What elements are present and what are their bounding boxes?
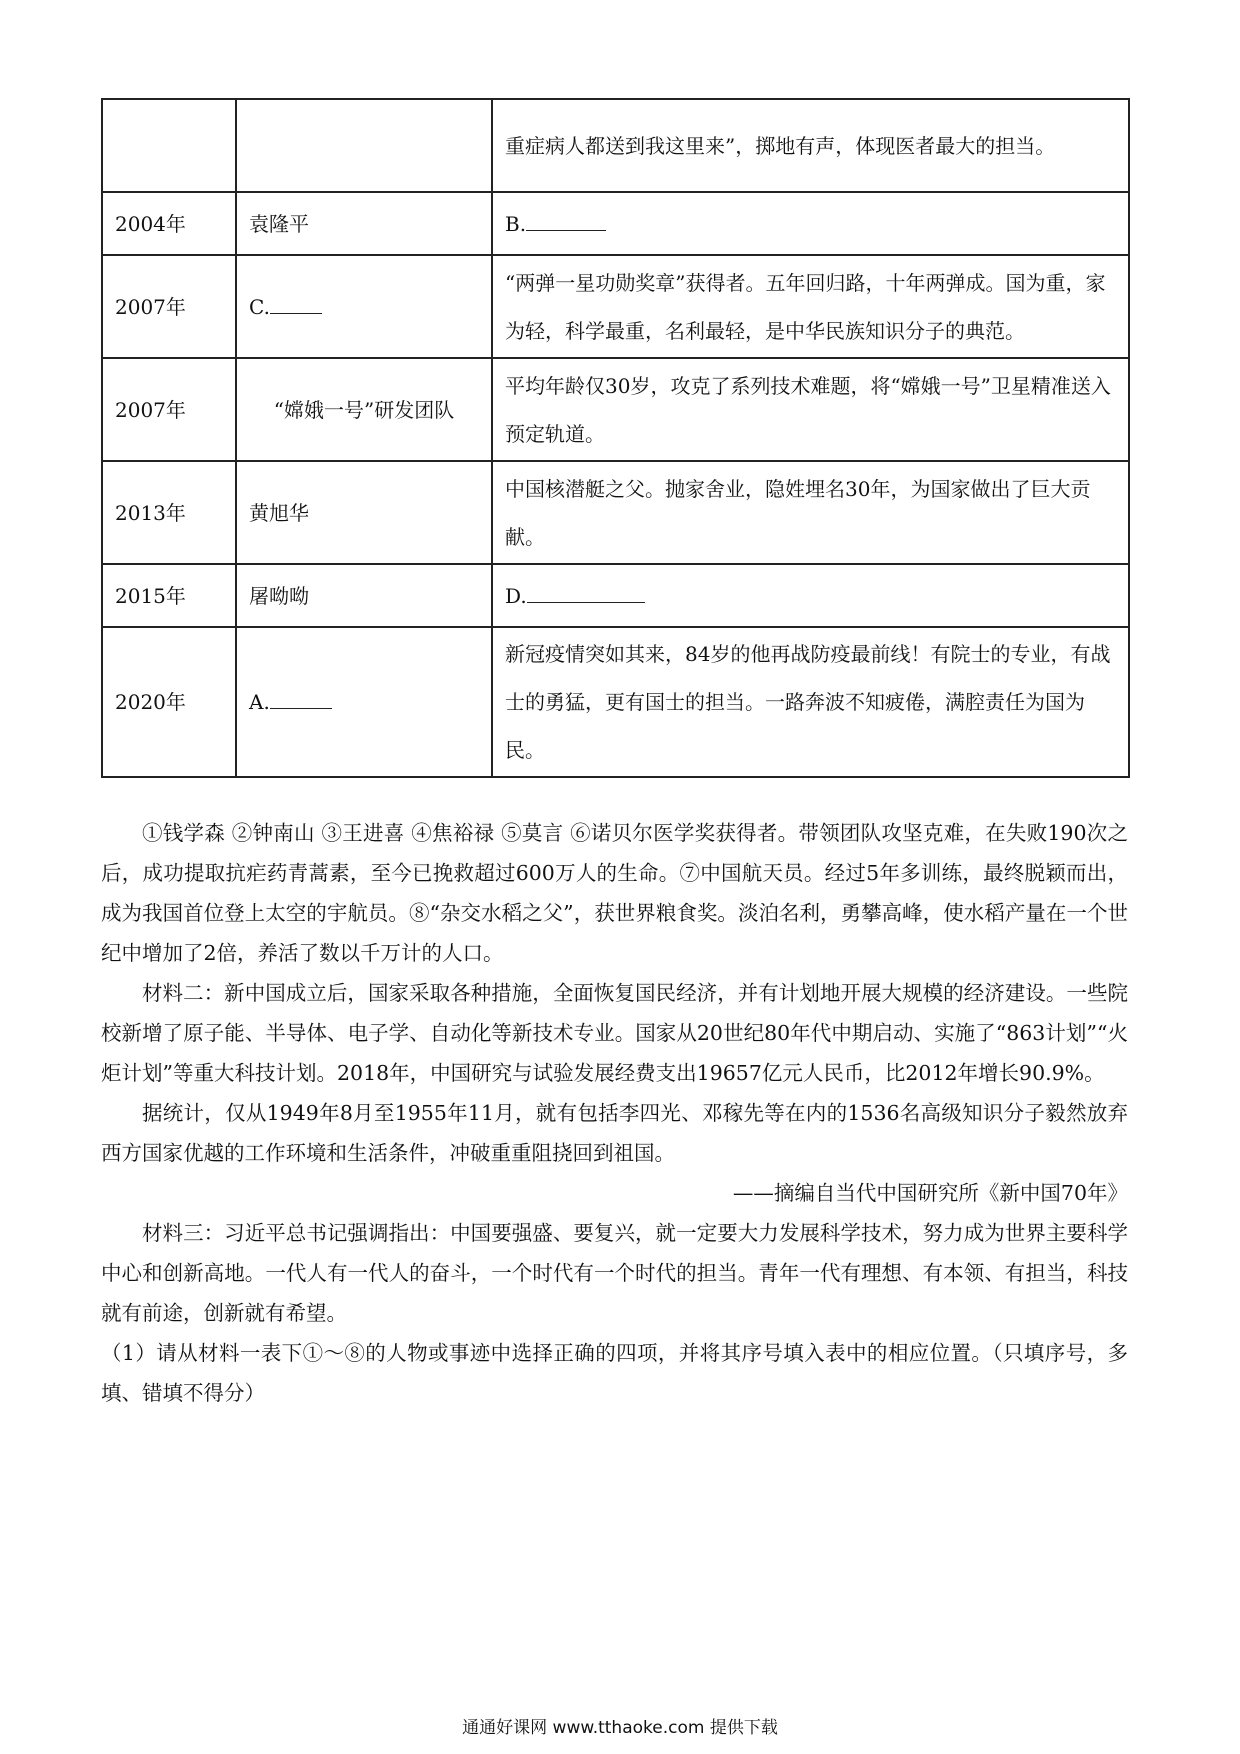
table-row: [102, 99, 1129, 192]
year-cell: 2004年: [102, 192, 236, 255]
material-three-paragraph: 材料三：习近平总书记强调指出：中国要强盛、要复兴，就一定要大力发展科学技术，努力成为世界主要科学中心和创新高地。一代人有一代人的奋斗，一个时代有一个时代的担当。青年一代有理想、有本领、有担当，科技就有前途，创新就有希望。: [101, 1221, 1128, 1325]
answer-blank-a[interactable]: [270, 688, 332, 709]
answer-label-d: D.: [505, 583, 527, 608]
table-row: [102, 358, 1129, 461]
year-cell: [102, 99, 236, 192]
name-cell: 屠呦呦: [236, 564, 492, 627]
year-cell: 2007年: [102, 358, 236, 461]
answer-blank-c[interactable]: [270, 293, 322, 314]
table-row: [102, 461, 1129, 564]
source-citation: ——摘编自当代中国研究所《新中国70年》: [732, 1181, 1128, 1205]
year-cell: 2007年: [102, 255, 236, 358]
answer-blank-b[interactable]: [526, 210, 606, 231]
name-cell: 袁隆平: [236, 192, 492, 255]
name-cell: 黄旭华: [236, 461, 492, 564]
page-footer: 通通好课网 www.tthaoke.com 提供下载: [462, 1718, 778, 1738]
honor-table: [101, 98, 1130, 778]
year-cell: 2015年: [102, 564, 236, 627]
desc-cell: 新冠疫情突如其来，84岁的他再战防疫最前线！有院士的专业，有战士的勇猛，更有国士的担当。一路奔波不知疲倦，满腔责任为国为民。: [492, 627, 1129, 777]
name-cell: [236, 255, 492, 358]
name-cell: [236, 99, 492, 192]
table-row: [102, 255, 1129, 358]
table-row: [102, 564, 1129, 627]
name-cell: [236, 627, 492, 777]
table-row: [102, 192, 1129, 255]
desc-cell: 中国核潜艇之父。抛家舍业，隐姓埋名30年，为国家做出了巨大贡献。: [492, 461, 1129, 564]
answer-label-b: B.: [505, 211, 527, 236]
desc-cell: [492, 192, 1129, 255]
material-two-paragraph: 材料二：新中国成立后，国家采取各种措施，全面恢复国民经济，并有计划地开展大规模的经济建设。一些院校新增了原子能、半导体、电子学、自动化等新技术专业。国家从20世纪80年代中期启动、实施了“863计划”“火炬计划”等重大科技计划。2018年，中国研究与试验发展经费支出19657亿元人民币，比2012年增长90.9%。: [101, 981, 1128, 1085]
desc-cell: 重症病人都送到我这里来”，掷地有声，体现医者最大的担当。: [492, 99, 1129, 192]
statistics-paragraph: 据统计，仅从1949年8月至1955年11月，就有包括李四光、邓稼先等在内的1536名高级知识分子毅然放弃西方国家优越的工作环境和生活条件，冲破重重阻挠回到祖国。: [101, 1101, 1128, 1165]
name-cell: “嫦娥一号”研发团队: [236, 358, 492, 461]
table-row: [102, 627, 1129, 777]
answer-blank-d[interactable]: [527, 582, 645, 603]
answer-label-c: C.: [249, 294, 270, 319]
desc-cell: [492, 564, 1129, 627]
options-paragraph: ①钱学森 ②钟南山 ③王进喜 ④焦裕禄 ⑤莫言 ⑥诺贝尔医学奖获得者。带领团队攻坚克难，在失败190次之后，成功提取抗疟药青蒿素，至今已挽救超过600万人的生命。⑦中国航天员。经过5年多训练，最终脱颖而出，成为我国首位登上太空的宇航员。⑧“杂交水稻之父”，获世界粮食奖。淡泊名利，勇攀高峰，使水稻产量在一个世纪中增加了2倍，养活了数以千万计的人口。: [101, 821, 1128, 965]
desc-cell: 平均年龄仅30岁，攻克了系列技术难题，将“嫦娥一号”卫星精准送入预定轨道。: [492, 358, 1129, 461]
question-one: （1）请从材料一表下①～⑧的人物或事迹中选择正确的四项，并将其序号填入表中的相应位置。（只填序号，多填、错填不得分）: [101, 1341, 1128, 1405]
body-text: [101, 813, 1128, 1413]
year-cell: 2020年: [102, 627, 236, 777]
answer-label-a: A.: [249, 690, 270, 714]
desc-cell: “两弹一星功勋奖章”获得者。五年回归路，十年两弹成。国为重，家为轻，科学最重，名利最轻，是中华民族知识分子的典范。: [492, 255, 1129, 358]
year-cell: 2013年: [102, 461, 236, 564]
